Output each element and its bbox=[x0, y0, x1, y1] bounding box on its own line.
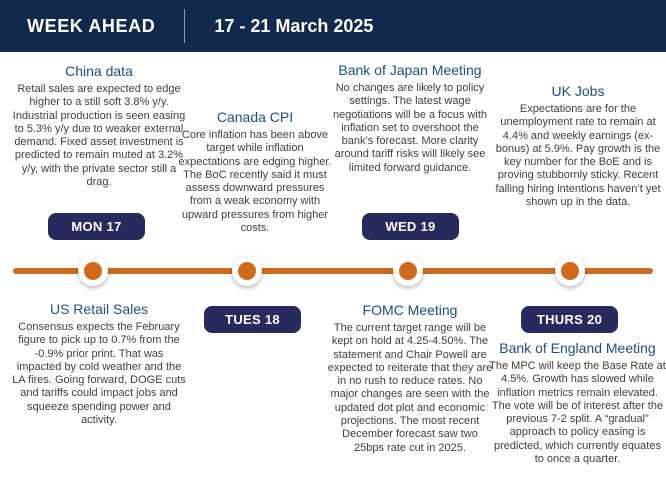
page-title: WEEK AHEAD bbox=[27, 15, 156, 36]
header-divider bbox=[184, 9, 185, 43]
event-title: China data bbox=[65, 63, 133, 79]
event-body: The current target range will be kept on hold at 4.25-4.50%. The statement and Chair Powell are expected to reiterate that they are in no rush to reduce rates. No major changes are seen with the updated dot plot and economic projections. The most recent December forecast saw two 25bps rate cut in 2025. bbox=[327, 322, 493, 454]
event-china-data bbox=[11, 63, 187, 189]
day-badge-tues-18: TUES 18 bbox=[204, 306, 301, 333]
event-title: UK Jobs bbox=[551, 83, 605, 99]
event-body: The MPC will keep the Base Rate at 4.5%. Growth has slowed while inflation metrics remain elevated. The vote will be of interest after the previous 7-2 split. A “gradual” approach to policy easing is predicted, which currently equates to once a quarter. bbox=[489, 360, 666, 466]
event-uk-jobs bbox=[491, 83, 665, 209]
event-body: No changes are likely to policy settings. The latest wage negotiations will be a focus with inflation set to overshoot the bank’s forecast. More clarity around tariff risks will likely see limited forward guidance. bbox=[332, 82, 488, 174]
day-badge-mon-17: MON 17 bbox=[48, 213, 145, 240]
timeline-dot-core bbox=[399, 262, 417, 280]
timeline-dot-core bbox=[84, 262, 102, 280]
timeline-dot-mon bbox=[78, 256, 108, 286]
timeline-dot-tues bbox=[232, 256, 262, 286]
event-title: Bank of Japan Meeting bbox=[338, 62, 482, 78]
header-bar bbox=[0, 0, 666, 52]
event-us-retail-sales bbox=[11, 301, 187, 427]
event-title: US Retail Sales bbox=[49, 301, 149, 317]
event-title: FOMC Meeting bbox=[362, 302, 458, 318]
event-fomc-meeting bbox=[326, 302, 494, 455]
event-bank-of-england-meeting bbox=[489, 340, 666, 466]
timeline-dot-core bbox=[238, 262, 256, 280]
date-range: 17 - 21 March 2025 bbox=[214, 15, 374, 36]
event-title: Bank of England Meeting bbox=[499, 340, 656, 356]
event-body: Retail sales are expected to edge higher to a still soft 3.8% y/y. Industrial production is seen easing to 5.3% y/y due to weaker external demand. Fixed asset investment is predicted to remain muted at 3.2% y/y, with the private sector still a drag. bbox=[12, 83, 186, 189]
day-badge-wed-19: WED 19 bbox=[362, 213, 459, 240]
timeline-dot-thurs bbox=[555, 256, 585, 286]
event-title: Canada CPI bbox=[216, 109, 294, 125]
event-body: Expectations are for the unemployment rate to remain at 4.4% and weekly earnings (ex-bonus) at 5.9%. Pay growth is the key number for the BoE and is proving stubbornly sticky. Recent falling hiring intentions haven’t yet shown up in the data. bbox=[495, 103, 661, 209]
event-body: Core inflation has been above target while inflation expectations are edging higher. The BoC recently said it must assess downward pressures from a weak economy with upward pressures from higher costs. bbox=[178, 129, 332, 235]
timeline-dot-wed bbox=[393, 256, 423, 286]
timeline-dot-core bbox=[561, 262, 579, 280]
event-canada-cpi bbox=[176, 109, 334, 235]
event-bank-of-japan-meeting bbox=[329, 62, 491, 175]
day-badge-thurs-20: THURS 20 bbox=[521, 306, 618, 333]
event-body: Consensus expects the February figure to pick up to 0.7% from the -0.9% prior print. That was impacted by cold weather and the LA fires. Going forward, DOGE cuts and tariffs could impact jobs and squeeze spending power and activity. bbox=[12, 321, 186, 427]
